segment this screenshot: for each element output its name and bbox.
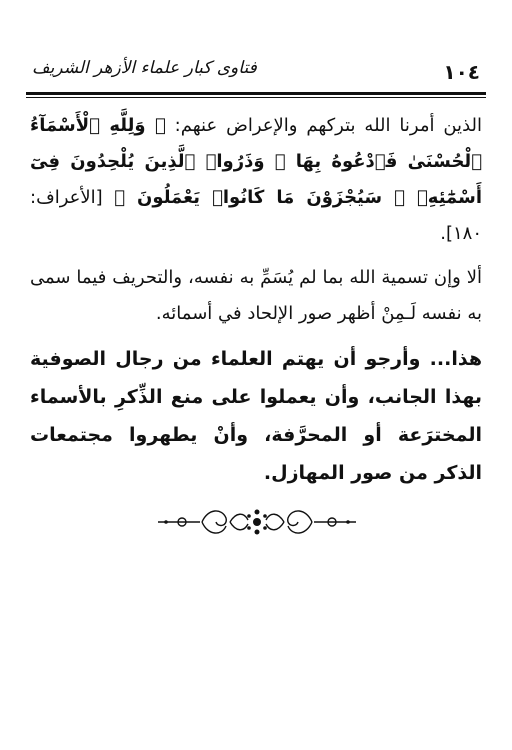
running-title: فتاوى كبار علماء الأزهر الشريف bbox=[32, 58, 257, 78]
quran-verse: ﴿ وَلِلَّهِ ٱلْأَسْمَآءُ ٱلْحُسْنَىٰ فَٱدْعُوهُ بِهَا ۖ وَذَرُوا۟ ٱلَّذِينَ يُلْحِدُونَ فِىٓ أَسْمَٰٓئِهِۦ ۚ سَيُجْزَوْنَ مَا كَانُوا۟ يَعْمَلُونَ ﴾ bbox=[30, 115, 482, 208]
paragraph-intro: الذين أمرنا الله بتركهم والإعراض عنهم: bbox=[165, 115, 482, 136]
header-rule-thin bbox=[26, 97, 486, 98]
page-number: ١٠٤ bbox=[443, 60, 480, 84]
verse-reference: [الأعراف: ١٨٠]. bbox=[30, 187, 482, 244]
paragraph-naming: ألا وإن تسمية الله بما لم يُسَمِّ به نفسه، والتحريف فيما سمى به نفسه لَـمِنْ أظهر صور الإلحاد في أسمائه. bbox=[30, 267, 482, 324]
header-rule-thick bbox=[26, 92, 486, 95]
paragraph-conclusion: هذا... وأرجو أن يهتم العلماء من رجال الصوفية بهذا الجانب، وأن يعملوا على منع الذِّكرِ بالأسماء المخترَعة أو المحرَّفة، وأنْ يطهروا مجتمعات الذكر من صور المهازل. bbox=[30, 348, 482, 484]
ornament-divider bbox=[152, 500, 362, 544]
page-header bbox=[28, 58, 480, 92]
page-body bbox=[30, 108, 482, 492]
paragraph-quran-citation bbox=[30, 108, 482, 252]
